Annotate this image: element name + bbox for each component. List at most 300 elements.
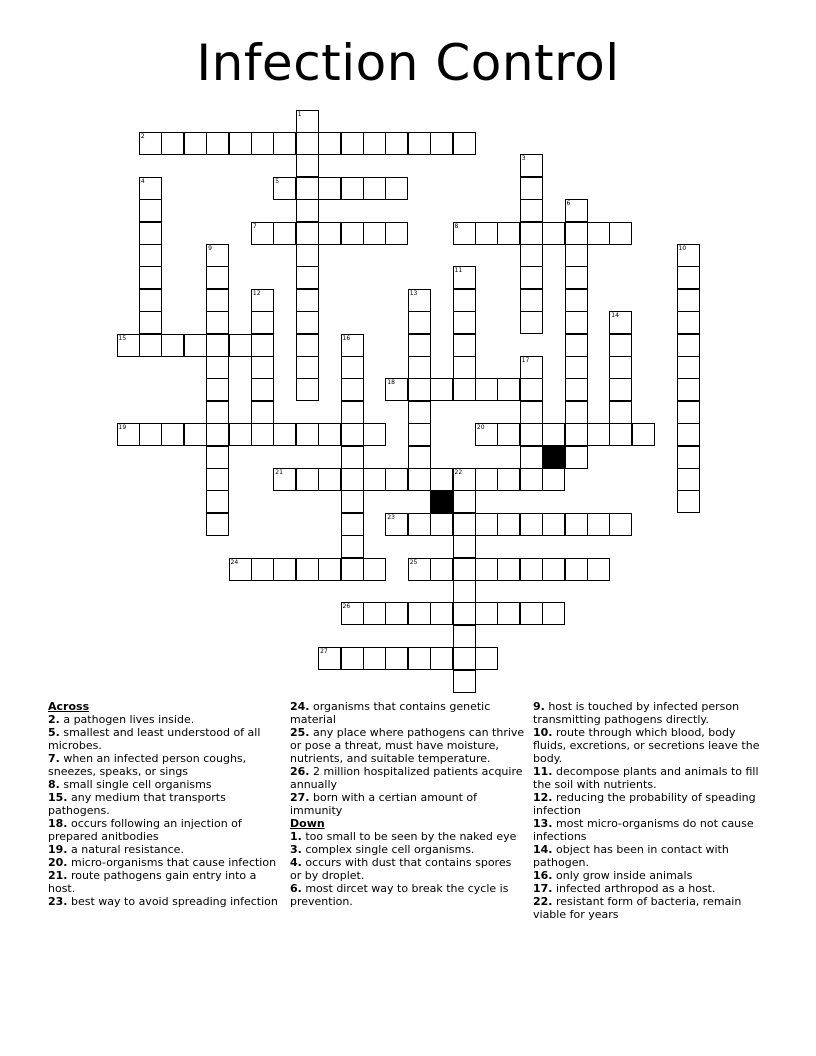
grid-cell[interactable] bbox=[565, 356, 588, 379]
grid-cell[interactable] bbox=[296, 154, 319, 177]
grid-cell[interactable] bbox=[520, 513, 543, 536]
grid-cell[interactable] bbox=[139, 132, 162, 155]
grid-cell[interactable] bbox=[632, 423, 655, 446]
cell-number: 8 bbox=[454, 222, 459, 230]
grid-cell[interactable] bbox=[117, 423, 140, 446]
grid-cell[interactable] bbox=[565, 401, 588, 424]
grid-cell[interactable] bbox=[542, 513, 565, 536]
down-clue bbox=[533, 869, 769, 882]
grid-cell[interactable] bbox=[408, 356, 431, 379]
grid-cell[interactable] bbox=[475, 558, 498, 581]
grid-cell[interactable] bbox=[273, 558, 296, 581]
cell-number: 26 bbox=[342, 603, 351, 611]
grid-cell[interactable] bbox=[475, 468, 498, 491]
grid-cell[interactable] bbox=[206, 266, 229, 289]
grid-cell[interactable] bbox=[385, 378, 408, 401]
grid-cell[interactable] bbox=[453, 580, 476, 603]
grid-cell[interactable] bbox=[475, 647, 498, 670]
grid-cell[interactable] bbox=[565, 311, 588, 334]
grid-cell[interactable] bbox=[497, 423, 520, 446]
grid-cell[interactable] bbox=[587, 222, 610, 245]
cell-number: 3 bbox=[521, 155, 526, 163]
grid-cell[interactable] bbox=[565, 378, 588, 401]
grid-cell[interactable] bbox=[363, 647, 386, 670]
cell-number: 18 bbox=[387, 379, 395, 387]
grid-cell[interactable] bbox=[206, 356, 229, 379]
cell-number: 19 bbox=[118, 424, 127, 432]
grid-cell[interactable] bbox=[453, 356, 476, 379]
grid-cell[interactable] bbox=[475, 222, 498, 245]
cell-number: 27 bbox=[320, 648, 328, 656]
clue-number: 11. bbox=[533, 765, 553, 778]
grid-cell[interactable] bbox=[520, 177, 543, 200]
clues-column-2 bbox=[290, 700, 526, 908]
clue-number: 23. bbox=[48, 895, 68, 908]
grid-cell[interactable] bbox=[542, 558, 565, 581]
cell-number: 7 bbox=[252, 222, 257, 230]
grid-cell[interactable] bbox=[497, 602, 520, 625]
across-clue bbox=[48, 843, 284, 856]
clue-number: 16. bbox=[533, 869, 553, 882]
grid-cell[interactable] bbox=[341, 334, 364, 357]
grid-cell[interactable] bbox=[341, 490, 364, 513]
across-clue bbox=[48, 778, 284, 791]
grid-cell[interactable] bbox=[565, 513, 588, 536]
grid-cell[interactable] bbox=[139, 222, 162, 245]
grid-cell[interactable] bbox=[565, 558, 588, 581]
grid-cell[interactable] bbox=[341, 356, 364, 379]
grid-cell[interactable] bbox=[341, 222, 364, 245]
clue-text: occurs following an injection of prepared anitbodies bbox=[48, 817, 242, 843]
grid-cell[interactable] bbox=[565, 199, 588, 222]
grid-cell[interactable] bbox=[139, 311, 162, 334]
grid-cell[interactable] bbox=[296, 311, 319, 334]
grid-cell[interactable] bbox=[296, 222, 319, 245]
clue-number: 13. bbox=[533, 817, 553, 830]
across-clue bbox=[48, 895, 284, 908]
grid-cell[interactable] bbox=[273, 177, 296, 200]
clue-number: 6. bbox=[290, 882, 302, 895]
grid-cell[interactable] bbox=[296, 468, 319, 491]
grid-cell[interactable] bbox=[520, 423, 543, 446]
cell-number: 16 bbox=[342, 334, 351, 342]
cell-number: 13 bbox=[409, 289, 418, 297]
grid-cell[interactable] bbox=[453, 513, 476, 536]
grid-cell[interactable] bbox=[520, 356, 543, 379]
grid-cell[interactable] bbox=[206, 423, 229, 446]
grid-cell[interactable] bbox=[565, 244, 588, 267]
grid-cell[interactable] bbox=[587, 513, 610, 536]
grid-cell[interactable] bbox=[363, 132, 386, 155]
grid-cell[interactable] bbox=[139, 334, 162, 357]
grid-cell-black bbox=[430, 490, 453, 513]
clue-number: 14. bbox=[533, 843, 553, 856]
down-clue bbox=[533, 726, 769, 765]
grid-cell[interactable] bbox=[206, 468, 229, 491]
cell-number: 10 bbox=[678, 244, 687, 252]
grid-cell[interactable] bbox=[385, 647, 408, 670]
grid-cell[interactable] bbox=[385, 222, 408, 245]
grid-cell[interactable] bbox=[251, 311, 274, 334]
grid-cell[interactable] bbox=[609, 356, 632, 379]
grid-cell[interactable] bbox=[139, 423, 162, 446]
grid-cell[interactable] bbox=[408, 647, 431, 670]
grid-cell[interactable] bbox=[363, 558, 386, 581]
grid-cell[interactable] bbox=[565, 423, 588, 446]
grid-cell[interactable] bbox=[430, 468, 453, 491]
grid-cell[interactable] bbox=[520, 266, 543, 289]
clue-number: 18. bbox=[48, 817, 68, 830]
clue-text: small single cell organisms bbox=[59, 778, 212, 791]
grid-cell[interactable] bbox=[251, 356, 274, 379]
clue-number: 1. bbox=[290, 830, 302, 843]
grid-cell[interactable] bbox=[677, 289, 700, 312]
grid-cell[interactable] bbox=[296, 289, 319, 312]
grid-cell[interactable] bbox=[408, 558, 431, 581]
grid-cell[interactable] bbox=[677, 244, 700, 267]
grid-cell[interactable] bbox=[430, 513, 453, 536]
grid-cell[interactable] bbox=[363, 468, 386, 491]
grid-cell[interactable] bbox=[520, 602, 543, 625]
grid-cell[interactable] bbox=[251, 378, 274, 401]
clue-number: 9. bbox=[533, 700, 545, 713]
grid-cell[interactable] bbox=[229, 423, 252, 446]
across-clue bbox=[48, 752, 284, 778]
clue-number: 21. bbox=[48, 869, 68, 882]
grid-cell[interactable] bbox=[296, 199, 319, 222]
grid-cell[interactable] bbox=[430, 558, 453, 581]
grid-cell[interactable] bbox=[206, 334, 229, 357]
grid-cell[interactable] bbox=[296, 244, 319, 267]
grid-cell[interactable] bbox=[206, 490, 229, 513]
grid-cell[interactable] bbox=[296, 356, 319, 379]
cell-number: 6 bbox=[566, 200, 571, 208]
down-clue bbox=[533, 843, 769, 869]
grid-cell[interactable] bbox=[251, 222, 274, 245]
grid-cell[interactable] bbox=[475, 513, 498, 536]
grid-cell[interactable] bbox=[542, 468, 565, 491]
clue-number: 19. bbox=[48, 843, 68, 856]
grid-cell[interactable] bbox=[318, 468, 341, 491]
clue-text: only grow inside animals bbox=[552, 869, 693, 882]
clue-number: 8. bbox=[48, 778, 60, 791]
grid-cell[interactable] bbox=[587, 558, 610, 581]
grid-cell[interactable] bbox=[296, 423, 319, 446]
grid-cell[interactable] bbox=[677, 423, 700, 446]
clue-text: too small to be seen by the naked eye bbox=[301, 830, 517, 843]
grid-cell[interactable] bbox=[565, 334, 588, 357]
grid-cell[interactable] bbox=[341, 558, 364, 581]
clue-text: best way to avoid spreading infection bbox=[67, 895, 278, 908]
grid-cell[interactable] bbox=[497, 222, 520, 245]
grid-cell[interactable] bbox=[117, 334, 140, 357]
grid-cell[interactable] bbox=[206, 289, 229, 312]
grid-cell[interactable] bbox=[520, 199, 543, 222]
down-clue bbox=[533, 765, 769, 791]
grid-cell[interactable] bbox=[520, 289, 543, 312]
grid-cell[interactable] bbox=[677, 334, 700, 357]
grid-cell[interactable] bbox=[587, 423, 610, 446]
cell-number: 15 bbox=[118, 334, 127, 342]
grid-cell[interactable] bbox=[520, 401, 543, 424]
grid-cell[interactable] bbox=[497, 558, 520, 581]
grid-cell[interactable] bbox=[273, 423, 296, 446]
grid-cell[interactable] bbox=[206, 244, 229, 267]
grid-cell[interactable] bbox=[520, 311, 543, 334]
grid-cell[interactable] bbox=[677, 266, 700, 289]
clue-text: a pathogen lives inside. bbox=[59, 713, 195, 726]
grid-cell[interactable] bbox=[341, 647, 364, 670]
grid-cell[interactable] bbox=[609, 423, 632, 446]
grid-cell[interactable] bbox=[453, 311, 476, 334]
grid-cell[interactable] bbox=[453, 670, 476, 693]
cell-number: 4 bbox=[140, 177, 145, 185]
grid-cell[interactable] bbox=[318, 177, 341, 200]
grid-cell[interactable] bbox=[139, 177, 162, 200]
grid-cell[interactable] bbox=[677, 378, 700, 401]
grid-cell[interactable] bbox=[206, 132, 229, 155]
clue-text: resistant form of bacteria, remain viable for years bbox=[533, 895, 742, 921]
grid-cell[interactable] bbox=[341, 446, 364, 469]
clue-number: 12. bbox=[533, 791, 553, 804]
grid-cell[interactable] bbox=[520, 244, 543, 267]
clue-text: most micro-organisms do not cause infections bbox=[533, 817, 754, 843]
grid-cell[interactable] bbox=[229, 334, 252, 357]
grid-cell[interactable] bbox=[520, 446, 543, 469]
grid-cell[interactable] bbox=[520, 468, 543, 491]
grid-cell[interactable] bbox=[341, 602, 364, 625]
grid-cell[interactable] bbox=[385, 468, 408, 491]
grid-cell[interactable] bbox=[453, 625, 476, 648]
grid-cell[interactable] bbox=[520, 378, 543, 401]
grid-cell[interactable] bbox=[609, 222, 632, 245]
grid-cell[interactable] bbox=[453, 378, 476, 401]
grid-cell[interactable] bbox=[475, 602, 498, 625]
grid-cell[interactable] bbox=[206, 311, 229, 334]
grid-cell[interactable] bbox=[161, 334, 184, 357]
grid-cell[interactable] bbox=[408, 289, 431, 312]
grid-cell[interactable] bbox=[497, 513, 520, 536]
grid-cell[interactable] bbox=[542, 602, 565, 625]
grid-cell[interactable] bbox=[184, 132, 207, 155]
grid-cell[interactable] bbox=[296, 110, 319, 133]
grid-cell[interactable] bbox=[139, 289, 162, 312]
grid-cell[interactable] bbox=[565, 289, 588, 312]
cell-number: 21 bbox=[275, 468, 283, 476]
grid-cell[interactable] bbox=[296, 334, 319, 357]
grid-cell[interactable] bbox=[273, 468, 296, 491]
clue-number: 26. bbox=[290, 765, 310, 778]
grid-cell[interactable] bbox=[475, 378, 498, 401]
grid-cell[interactable] bbox=[609, 513, 632, 536]
cell-number: 1 bbox=[297, 110, 302, 118]
grid-cell[interactable] bbox=[453, 222, 476, 245]
grid-cell[interactable] bbox=[206, 513, 229, 536]
grid-cell[interactable] bbox=[296, 132, 319, 155]
grid-cell[interactable] bbox=[184, 423, 207, 446]
grid-cell[interactable] bbox=[542, 423, 565, 446]
grid-cell[interactable] bbox=[453, 289, 476, 312]
grid-cell[interactable] bbox=[251, 423, 274, 446]
grid-cell[interactable] bbox=[341, 401, 364, 424]
across-clue bbox=[290, 726, 526, 765]
down-clue bbox=[533, 817, 769, 843]
grid-cell[interactable] bbox=[565, 266, 588, 289]
grid-cell[interactable] bbox=[296, 177, 319, 200]
grid-cell[interactable] bbox=[408, 423, 431, 446]
grid-cell[interactable] bbox=[206, 401, 229, 424]
grid-cell[interactable] bbox=[296, 558, 319, 581]
grid-cell[interactable] bbox=[542, 222, 565, 245]
grid-cell[interactable] bbox=[453, 266, 476, 289]
grid-cell[interactable] bbox=[475, 423, 498, 446]
down-clue bbox=[290, 830, 526, 843]
grid-cell[interactable] bbox=[341, 468, 364, 491]
cell-number: 12 bbox=[252, 289, 261, 297]
cell-number: 14 bbox=[611, 312, 619, 320]
grid-cell[interactable] bbox=[341, 535, 364, 558]
grid-cell[interactable] bbox=[430, 378, 453, 401]
grid-cell[interactable] bbox=[430, 602, 453, 625]
grid-cell[interactable] bbox=[430, 647, 453, 670]
grid-cell[interactable] bbox=[318, 132, 341, 155]
cell-number: 23 bbox=[387, 513, 395, 521]
grid-cell[interactable] bbox=[251, 289, 274, 312]
grid-cell[interactable] bbox=[408, 334, 431, 357]
grid-cell[interactable] bbox=[363, 177, 386, 200]
grid-cell[interactable] bbox=[565, 222, 588, 245]
grid-cell[interactable] bbox=[408, 602, 431, 625]
grid-cell[interactable] bbox=[520, 558, 543, 581]
grid-cell[interactable] bbox=[341, 513, 364, 536]
clue-text: organisms that contains genetic material bbox=[290, 700, 491, 726]
grid-cell[interactable] bbox=[430, 132, 453, 155]
grid-cell[interactable] bbox=[520, 222, 543, 245]
grid-cell[interactable] bbox=[453, 535, 476, 558]
grid-cell[interactable] bbox=[408, 468, 431, 491]
grid-cell[interactable] bbox=[385, 177, 408, 200]
grid-cell[interactable] bbox=[206, 446, 229, 469]
across-clue bbox=[48, 817, 284, 843]
clue-text: 2 million hospitalized patients acquire annually bbox=[290, 765, 523, 791]
grid-cell[interactable] bbox=[318, 222, 341, 245]
grid-cell[interactable] bbox=[139, 199, 162, 222]
clue-text: a natural resistance. bbox=[67, 843, 184, 856]
grid-cell[interactable] bbox=[453, 334, 476, 357]
grid-cell[interactable] bbox=[161, 132, 184, 155]
grid-cell[interactable] bbox=[609, 378, 632, 401]
grid-cell[interactable] bbox=[520, 154, 543, 177]
grid-cell[interactable] bbox=[677, 311, 700, 334]
grid-cell[interactable] bbox=[453, 647, 476, 670]
grid-cell[interactable] bbox=[385, 602, 408, 625]
grid-cell[interactable] bbox=[139, 266, 162, 289]
cell-number: 2 bbox=[140, 132, 145, 140]
clue-text: object has been in contact with pathogen. bbox=[533, 843, 729, 869]
grid-cell[interactable] bbox=[453, 132, 476, 155]
grid-cell[interactable] bbox=[273, 222, 296, 245]
grid-cell[interactable] bbox=[385, 513, 408, 536]
grid-cell[interactable] bbox=[408, 311, 431, 334]
clue-number: 22. bbox=[533, 895, 553, 908]
clue-text: infected arthropod as a host. bbox=[552, 882, 716, 895]
grid-cell[interactable] bbox=[565, 446, 588, 469]
grid-cell[interactable] bbox=[251, 558, 274, 581]
grid-cell[interactable] bbox=[229, 132, 252, 155]
grid-cell[interactable] bbox=[296, 378, 319, 401]
grid-cell[interactable] bbox=[341, 177, 364, 200]
grid-cell[interactable] bbox=[609, 311, 632, 334]
grid-cell[interactable] bbox=[296, 266, 319, 289]
grid-cell[interactable] bbox=[341, 132, 364, 155]
grid-cell[interactable] bbox=[408, 401, 431, 424]
grid-cell[interactable] bbox=[318, 558, 341, 581]
grid-cell[interactable] bbox=[341, 423, 364, 446]
grid-cell[interactable] bbox=[229, 558, 252, 581]
grid-cell[interactable] bbox=[677, 468, 700, 491]
clue-text: born with a certian amount of immunity bbox=[290, 791, 478, 817]
clue-text: complex single cell organisms. bbox=[301, 843, 475, 856]
grid-cell[interactable] bbox=[677, 401, 700, 424]
grid-cell[interactable] bbox=[206, 378, 229, 401]
clues-column-3 bbox=[533, 700, 769, 921]
grid-cell[interactable] bbox=[453, 468, 476, 491]
grid-cell[interactable] bbox=[408, 132, 431, 155]
clue-text: any medium that transports pathogens. bbox=[48, 791, 226, 817]
grid-cell[interactable] bbox=[363, 423, 386, 446]
grid-cell[interactable] bbox=[677, 446, 700, 469]
grid-cell[interactable] bbox=[318, 423, 341, 446]
down-clue bbox=[533, 700, 769, 726]
grid-cell[interactable] bbox=[161, 423, 184, 446]
grid-cell[interactable] bbox=[497, 378, 520, 401]
grid-cell[interactable] bbox=[251, 401, 274, 424]
clue-number: 3. bbox=[290, 843, 302, 856]
page-title: Infection Control bbox=[196, 34, 620, 92]
grid-cell[interactable] bbox=[385, 132, 408, 155]
grid-cell[interactable] bbox=[453, 490, 476, 513]
across-clue bbox=[48, 713, 284, 726]
grid-cell[interactable] bbox=[609, 401, 632, 424]
grid-cell[interactable] bbox=[453, 558, 476, 581]
clue-number: 25. bbox=[290, 726, 310, 739]
grid-cell[interactable] bbox=[677, 356, 700, 379]
across-clue bbox=[48, 856, 284, 869]
grid-cell[interactable] bbox=[363, 222, 386, 245]
grid-cell[interactable] bbox=[139, 244, 162, 267]
grid-cell[interactable] bbox=[677, 490, 700, 513]
grid-cell[interactable] bbox=[273, 132, 296, 155]
grid-cell[interactable] bbox=[318, 647, 341, 670]
grid-cell-black bbox=[542, 446, 565, 469]
grid-cell[interactable] bbox=[341, 378, 364, 401]
grid-cell[interactable] bbox=[408, 446, 431, 469]
cell-number: 5 bbox=[275, 177, 280, 185]
grid-cell[interactable] bbox=[497, 468, 520, 491]
grid-cell[interactable] bbox=[408, 378, 431, 401]
grid-cell[interactable] bbox=[609, 334, 632, 357]
clue-text: any place where pathogens can thrive or pose a threat, must have moisture, nutrients, and suitable temperature. bbox=[290, 726, 525, 765]
grid-cell[interactable] bbox=[453, 602, 476, 625]
clue-number: 2. bbox=[48, 713, 60, 726]
cell-number: 25 bbox=[409, 558, 418, 566]
down-clue bbox=[533, 791, 769, 817]
grid-cell[interactable] bbox=[408, 513, 431, 536]
grid-cell[interactable] bbox=[251, 334, 274, 357]
grid-cell[interactable] bbox=[363, 602, 386, 625]
grid-cell[interactable] bbox=[251, 132, 274, 155]
grid-cell[interactable] bbox=[184, 334, 207, 357]
